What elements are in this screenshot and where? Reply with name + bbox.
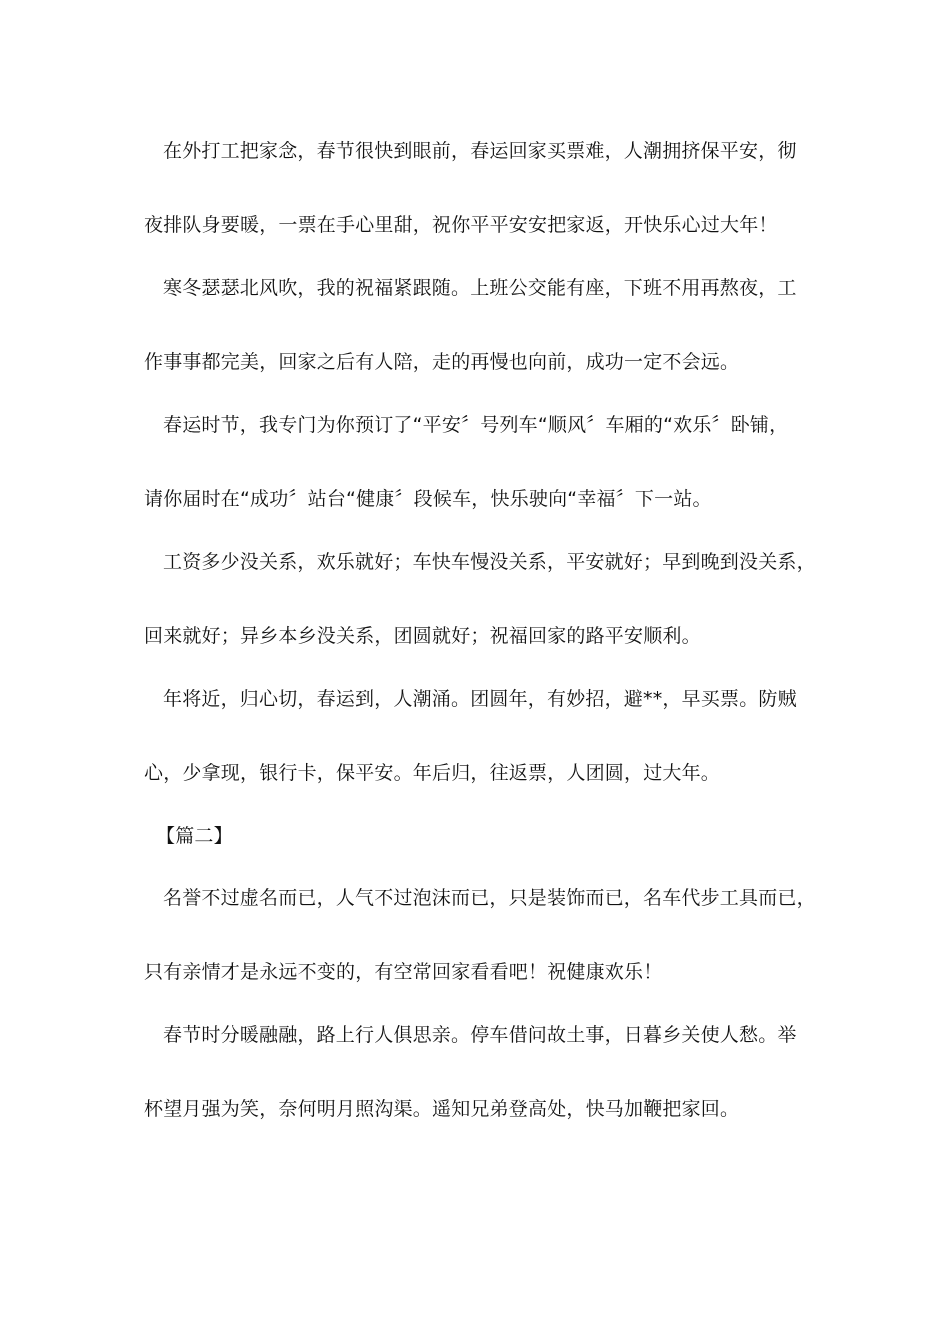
text-line: 夜排队身要暖，一票在手心里甜，祝你平平安安把家返，开快乐心过大年！ xyxy=(144,214,778,236)
section-heading: 【篇二】 xyxy=(156,825,233,847)
text-line: 只有亲情才是永远不变的，有空常回家看看吧！祝健康欢乐！ xyxy=(144,961,663,983)
text-line: 名誉不过虚名而已，人气不过泡沫而已，只是装饰而已，名车代步工具而已， xyxy=(163,887,816,909)
text-line: 心，少拿现，银行卡，保平安。年后归，往返票，人团圆，过大年。 xyxy=(144,762,721,784)
text-line: 请你届时在“成功〞站台“健康〞段候车，快乐驶向“幸福〞下一站。 xyxy=(144,488,712,510)
text-line: 作事事都完美，回家之后有人陪，走的再慢也向前，成功一定不会远。 xyxy=(144,351,740,373)
text-line: 在外打工把家念，春节很快到眼前，春运回家买票难，人潮拥挤保平安，彻 xyxy=(163,140,797,162)
text-line: 春节时分暖融融，路上行人俱思亲。停车借问故土事，日暮乡关使人愁。举 xyxy=(163,1024,797,1046)
text-line: 杯望月强为笑，奈何明月照沟渠。遥知兄弟登高处，快马加鞭把家回。 xyxy=(144,1098,740,1120)
text-line: 回来就好；异乡本乡没关系，团圆就好；祝福回家的路平安顺利。 xyxy=(144,625,701,647)
text-line: 工资多少没关系，欢乐就好；车快车慢没关系，平安就好；早到晚到没关系， xyxy=(163,551,816,573)
text-line: 年将近，归心切，春运到，人潮涌。团圆年，有妙招，避**，早买票。防贼 xyxy=(163,688,797,710)
text-line: 春运时节，我专门为你预订了“平安〞号列车“顺风〞车厢的“欢乐〞卧铺， xyxy=(163,414,789,436)
text-line: 寒冬瑟瑟北风吹，我的祝福紧跟随。上班公交能有座，下班不用再熬夜，工 xyxy=(163,277,797,299)
